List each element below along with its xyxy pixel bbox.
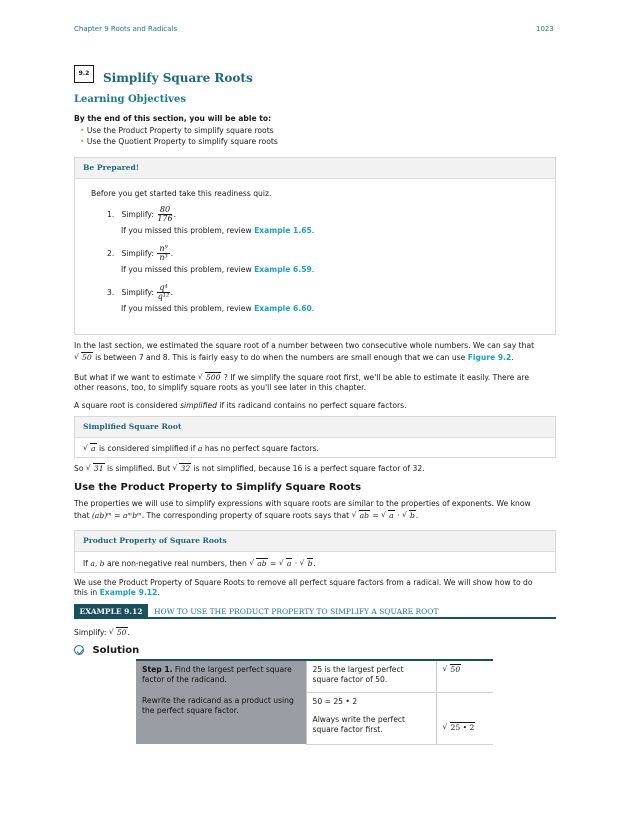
text: if its radicand contains no perfect square factors. — [216, 401, 407, 410]
paragraph-line: We use the Product Property of Square Roots to remove all perfect square factors from a radical. We will show how to do — [74, 578, 533, 587]
quiz-number: 1. — [107, 209, 115, 219]
radicand: 500 — [205, 373, 221, 382]
radical — [443, 723, 476, 733]
radical — [300, 559, 314, 569]
list-item — [80, 126, 278, 136]
fraction — [157, 245, 169, 263]
formula: (ab)ᵐ = aᵐbᵐ — [91, 511, 142, 521]
variables: a, b — [90, 559, 105, 569]
text: But what if we want to estimate — [74, 373, 198, 382]
denominator: 176 — [157, 213, 173, 223]
radicand: ab — [359, 511, 369, 521]
review-note — [121, 304, 547, 314]
period: . — [415, 511, 419, 521]
radicand: 25 • 2 — [450, 723, 475, 733]
chapter-header: Chapter 9 Roots and Radicals — [74, 25, 178, 33]
learning-objectives-intro: By the end of this section, you will be able to: — [74, 114, 272, 123]
objective-text: Use the Quotient Property to simplify square roots — [86, 137, 278, 147]
table-cell — [436, 661, 493, 692]
bullet-icon: • — [80, 137, 85, 147]
example-label: EXAMPLE 9.12 — [74, 604, 148, 619]
denominator: n³ — [159, 252, 168, 262]
solution-table — [136, 661, 493, 745]
paragraph-line: The properties we will use to simplify expressions with square roots are similar to the properties of exponents. We know — [74, 499, 531, 508]
text: A square root is considered — [74, 401, 181, 410]
text: are non-negative real numbers, then — [104, 559, 250, 569]
cell-text: 50 = 25 • 2 — [312, 696, 358, 706]
quiz-number: 3. — [107, 287, 115, 297]
solution-heading — [74, 644, 139, 658]
dot: · — [394, 511, 402, 521]
radicand: a — [286, 559, 292, 569]
paragraph-usage — [74, 578, 558, 599]
quiz-item: 3. Simplify: $\frac{\text{q⁴}}{\text{q¹²}}$ . If you missed this problem, review Example 6.60. — [107, 284, 547, 315]
numerator: 80 — [159, 204, 171, 214]
radical — [172, 464, 191, 474]
text: So — [74, 464, 86, 473]
step-cell — [136, 661, 306, 744]
table-cell — [436, 692, 493, 744]
list-item — [80, 137, 278, 147]
radical — [83, 444, 97, 454]
radicand: 31 — [93, 464, 104, 473]
radical — [198, 373, 222, 383]
text: has no perfect square factors. — [202, 444, 319, 454]
review-suffix: . — [311, 226, 315, 236]
simplified-square-root-box — [74, 416, 556, 458]
radicand: 50 — [450, 665, 461, 674]
text: Simplify: — [74, 628, 109, 637]
equals: = — [369, 511, 382, 521]
quiz-label: Simplify: — [121, 287, 154, 297]
radical — [279, 559, 293, 569]
text: is not simplified, because 16 is a perfect square factor of 32. — [191, 464, 425, 473]
radicand: b — [307, 559, 313, 569]
table-cell — [306, 661, 436, 692]
dot: · — [292, 559, 300, 569]
be-prepared-intro: Before you get started take this readiness quiz. — [91, 189, 272, 199]
review-link[interactable]: Example 6.60 — [254, 304, 312, 314]
radical — [249, 559, 267, 569]
review-text: If you missed this problem, review — [121, 304, 255, 314]
period: . — [511, 353, 514, 363]
radical — [74, 353, 93, 363]
radical — [109, 628, 128, 638]
text: is simplified. But — [104, 464, 173, 473]
numerator: q⁴ — [159, 282, 168, 292]
quiz-label: Simplify: — [121, 248, 154, 258]
review-link[interactable]: Example 6.59 — [254, 265, 312, 275]
paragraph-line: is between 7 and 8. This is fairly easy to do when the numbers are small enough that we can use — [92, 353, 468, 363]
radicand: a — [389, 511, 394, 521]
subsection-title: Use the Product Property to Simplify Square Roots — [74, 482, 362, 493]
paragraph-line: other reasons, too, to simplify square roots as you'll see later in this chapter. — [74, 383, 367, 393]
radical — [381, 511, 395, 521]
text: . The corresponding property of square roots says that — [141, 511, 352, 521]
quiz-item: 2. Simplify: $\frac{\text{n⁹}}{\text{n³}}$ . If you missed this problem, review Example 6.59. — [107, 245, 547, 276]
be-prepared-title: Be Prepared! — [75, 158, 555, 179]
review-note — [121, 226, 547, 236]
radicand: a — [91, 444, 96, 454]
be-prepared-box — [74, 157, 556, 335]
example-link[interactable]: Example 9.12 — [99, 588, 158, 598]
review-suffix: . — [311, 265, 315, 275]
text: ? If we simplify the square root first, we'll be able to estimate it easily. There are — [221, 373, 530, 382]
example-banner — [74, 604, 556, 619]
review-link[interactable]: Example 1.65 — [254, 226, 312, 236]
box-title: Simplified Square Root — [75, 417, 555, 438]
objective-text: Use the Product Property to simplify square roots — [86, 126, 274, 135]
paragraph-properties — [74, 499, 558, 522]
step-1-text — [142, 665, 300, 686]
review-text: If you missed this problem, review — [121, 226, 255, 236]
paragraph-intro — [74, 341, 558, 364]
figure-link[interactable]: Figure 9.2 — [467, 353, 512, 363]
radicand: 32 — [180, 464, 191, 473]
step-text: Rewrite the radicand as a product using the perfect square factor. — [142, 695, 294, 715]
emphasis: simplified — [180, 401, 217, 410]
section-number-badge: 9.2 — [74, 65, 94, 83]
example-prompt — [74, 628, 130, 638]
cell-text: Always write the perfect square factor first. — [312, 715, 406, 735]
table-cell — [306, 692, 436, 744]
fraction — [157, 206, 172, 224]
period: . — [313, 559, 316, 569]
numerator: n⁹ — [159, 243, 168, 253]
product-property-box — [74, 530, 556, 573]
review-text: If you missed this problem, review — [121, 265, 255, 275]
text: is considered simplified if — [96, 444, 198, 454]
step-title: Step 1. — [142, 665, 173, 674]
quiz-label: Simplify: — [121, 209, 154, 219]
review-note — [121, 265, 547, 275]
equals: = — [267, 559, 279, 569]
bullet-icon: • — [80, 126, 85, 135]
paragraph-line: In the last section, we estimated the square root of a number between two consecutive whole numbers. We can say that — [74, 341, 535, 350]
period: . — [157, 588, 160, 598]
text: that — [74, 511, 92, 521]
variable: a — [197, 444, 203, 454]
quiz-item: 1. Simplify: $\frac{80}{176}$ . If you missed this problem, review Example 1.65. — [107, 206, 547, 237]
quiz-number: 2. — [107, 248, 115, 258]
box-title: Product Property of Square Roots — [75, 531, 555, 552]
fraction — [157, 284, 169, 302]
section-title: Simplify Square Roots — [103, 71, 253, 85]
solution-label: Solution — [92, 645, 140, 656]
paragraph-estimate — [74, 373, 558, 394]
objectives-list — [80, 126, 278, 148]
paragraph-definition — [74, 401, 558, 411]
radicand: 50 — [116, 628, 127, 637]
radical — [352, 511, 370, 521]
cell-text: 25 is the largest perfect square factor of 50. — [312, 665, 404, 685]
table-row — [136, 661, 493, 692]
learning-objectives-heading: Learning Objectives — [74, 94, 186, 105]
review-suffix: . — [311, 304, 315, 314]
page-number: 1023 — [536, 25, 554, 33]
radical — [402, 511, 419, 521]
period: . — [127, 628, 130, 637]
denominator: q¹² — [157, 291, 170, 301]
text: this in — [74, 588, 100, 598]
paragraph-example-31-32 — [74, 464, 558, 474]
radicand: 50 — [82, 353, 92, 363]
radical — [443, 665, 462, 675]
radicand: b — [409, 511, 415, 521]
check-circle-icon — [74, 645, 84, 655]
radical — [86, 464, 105, 474]
text: If — [83, 559, 91, 569]
step-text: Find the largest perfect square factor of the radicand. — [142, 665, 292, 685]
example-title: HOW TO USE THE PRODUCT PROPERTY TO SIMPLIFY A SQUARE ROOT — [154, 607, 439, 616]
radicand: ab — [257, 559, 267, 569]
